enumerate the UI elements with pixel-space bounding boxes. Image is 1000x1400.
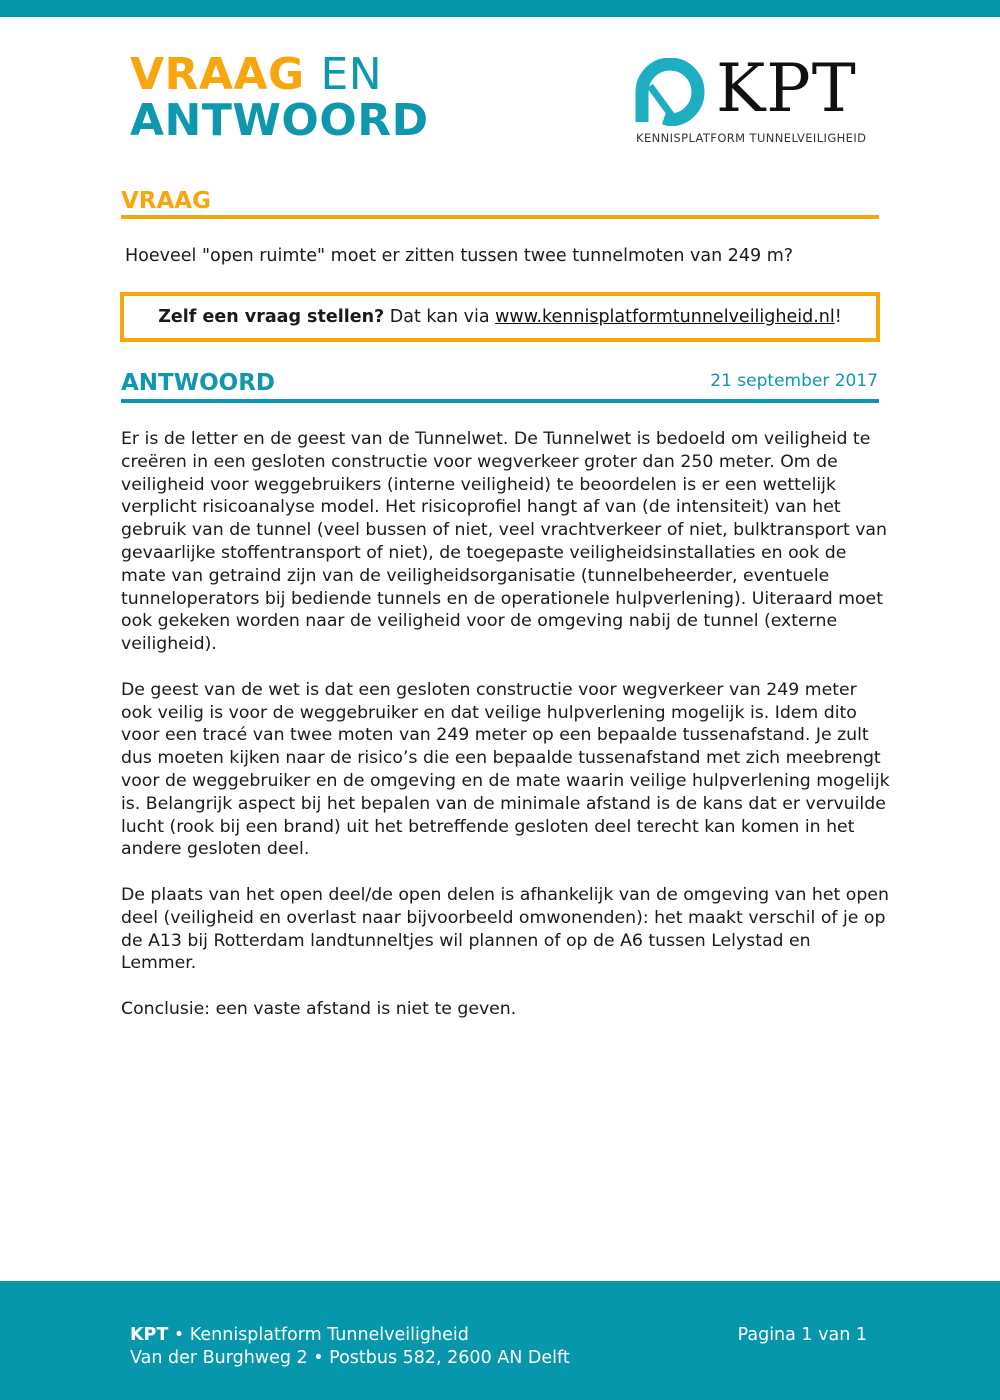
antwoord-heading: ANTWOORD (121, 370, 276, 396)
callout-bold-text: Zelf een vraag stellen? (158, 307, 385, 327)
title-word-vraag: VRAAG (130, 49, 305, 100)
antwoord-divider (121, 399, 879, 403)
vraag-heading: VRAAG (121, 188, 211, 214)
logo-subtitle: KENNISPLATFORM TUNNELVEILIGHEID (636, 131, 867, 145)
ask-question-callout (120, 292, 880, 342)
answer-date: 21 september 2017 (710, 371, 878, 391)
footer-org-abbr: KPT (130, 1325, 169, 1345)
kpt-swirl-icon (634, 58, 706, 126)
answer-paragraph: De geest van de wet is dat een gesloten constructie voor wegverkeer van 249 meter ook veilig is voor de weggebruiker en dat veilige hulpverlening mogelijk is. Idem dito voor een tracé van twee moten van 249 meter op een bepaalde tussenafstand. Je zult dus moeten kijken naar de risico’s die een bepaalde tussenafstand met zich meebrengt voor de weggebruiker en de omgeving en de mate waarin veilige hulpverlening mogelijk is. Belangrijk aspect bij het bepalen van de minimale afstand is de kans dat er vervuilde lucht (rook bij een brand) uit het betreffende gesloten deel terecht kan komen in het andere gesloten deel. (121, 679, 890, 860)
answer-conclusion: Conclusie: een vaste afstand is niet te geven. (121, 998, 517, 1019)
answer-body (121, 428, 891, 1044)
footer-org-name: • Kennisplatform Tunnelveiligheid (168, 1325, 469, 1345)
logo-text: KPT (716, 50, 857, 127)
top-accent-bar (0, 0, 1000, 17)
document-title (130, 49, 429, 146)
title-word-antwoord: ANTWOORD (130, 95, 429, 146)
answer-paragraph: De plaats van het open deel/de open delen is afhankelijk van de omgeving van het open deel (veiligheid en overlast naar bijvoorbeeld omwonenden): het maakt verschil of je op de A13 bij Rotterdam landtunneltjes wil plannen of op de A6 tussen Lelystad en Lemmer. (121, 884, 889, 974)
callout-text: Dat kan via (384, 307, 496, 327)
callout-suffix: ! (834, 307, 842, 327)
answer-paragraph: Er is de letter en de geest van de Tunnelwet. De Tunnelwet is bedoeld om veiligheid te creëren in een gesloten constructie voor wegverkeer groter dan 250 meter. Om de veiligheid voor weggebruikers (interne veiligheid) te beoordelen is er een wettelijk verplicht risicoanalyse model. Het risicoprofiel hangt af van (de intensiteit) van het gebruik van de tunnel (veel bussen of niet, veel vrachtverkeer of niet, bulktransport van gevaarlijke stoffentransport of niet), de toegepaste veiligheidsinstallaties en ook de mate van getraind zijn van de veiligheidsorganisatie (tunnelbeheerder, eventuele tunneloperators bij bediende tunnels en de operationele hulpverlening). Uiteraard moet ook gekeken worden naar de veiligheid voor de omgeving nabij de tunnel (externe veiligheid). (121, 429, 887, 655)
page-number: Pagina 1 van 1 (737, 1325, 867, 1345)
page-footer (0, 1281, 1000, 1400)
question-text: Hoeveel "open ruimte" moet er zitten tussen twee tunnelmoten van 249 m? (125, 246, 794, 266)
kpt-logo (634, 50, 874, 148)
vraag-divider (121, 215, 879, 219)
title-word-en: EN (320, 49, 383, 100)
website-link[interactable]: www.kennisplatformtunnelveiligheid.nl (495, 307, 835, 327)
footer-org-line (130, 1325, 469, 1345)
footer-address: Van der Burghweg 2 • Postbus 582, 2600 AN Delft (130, 1348, 570, 1368)
